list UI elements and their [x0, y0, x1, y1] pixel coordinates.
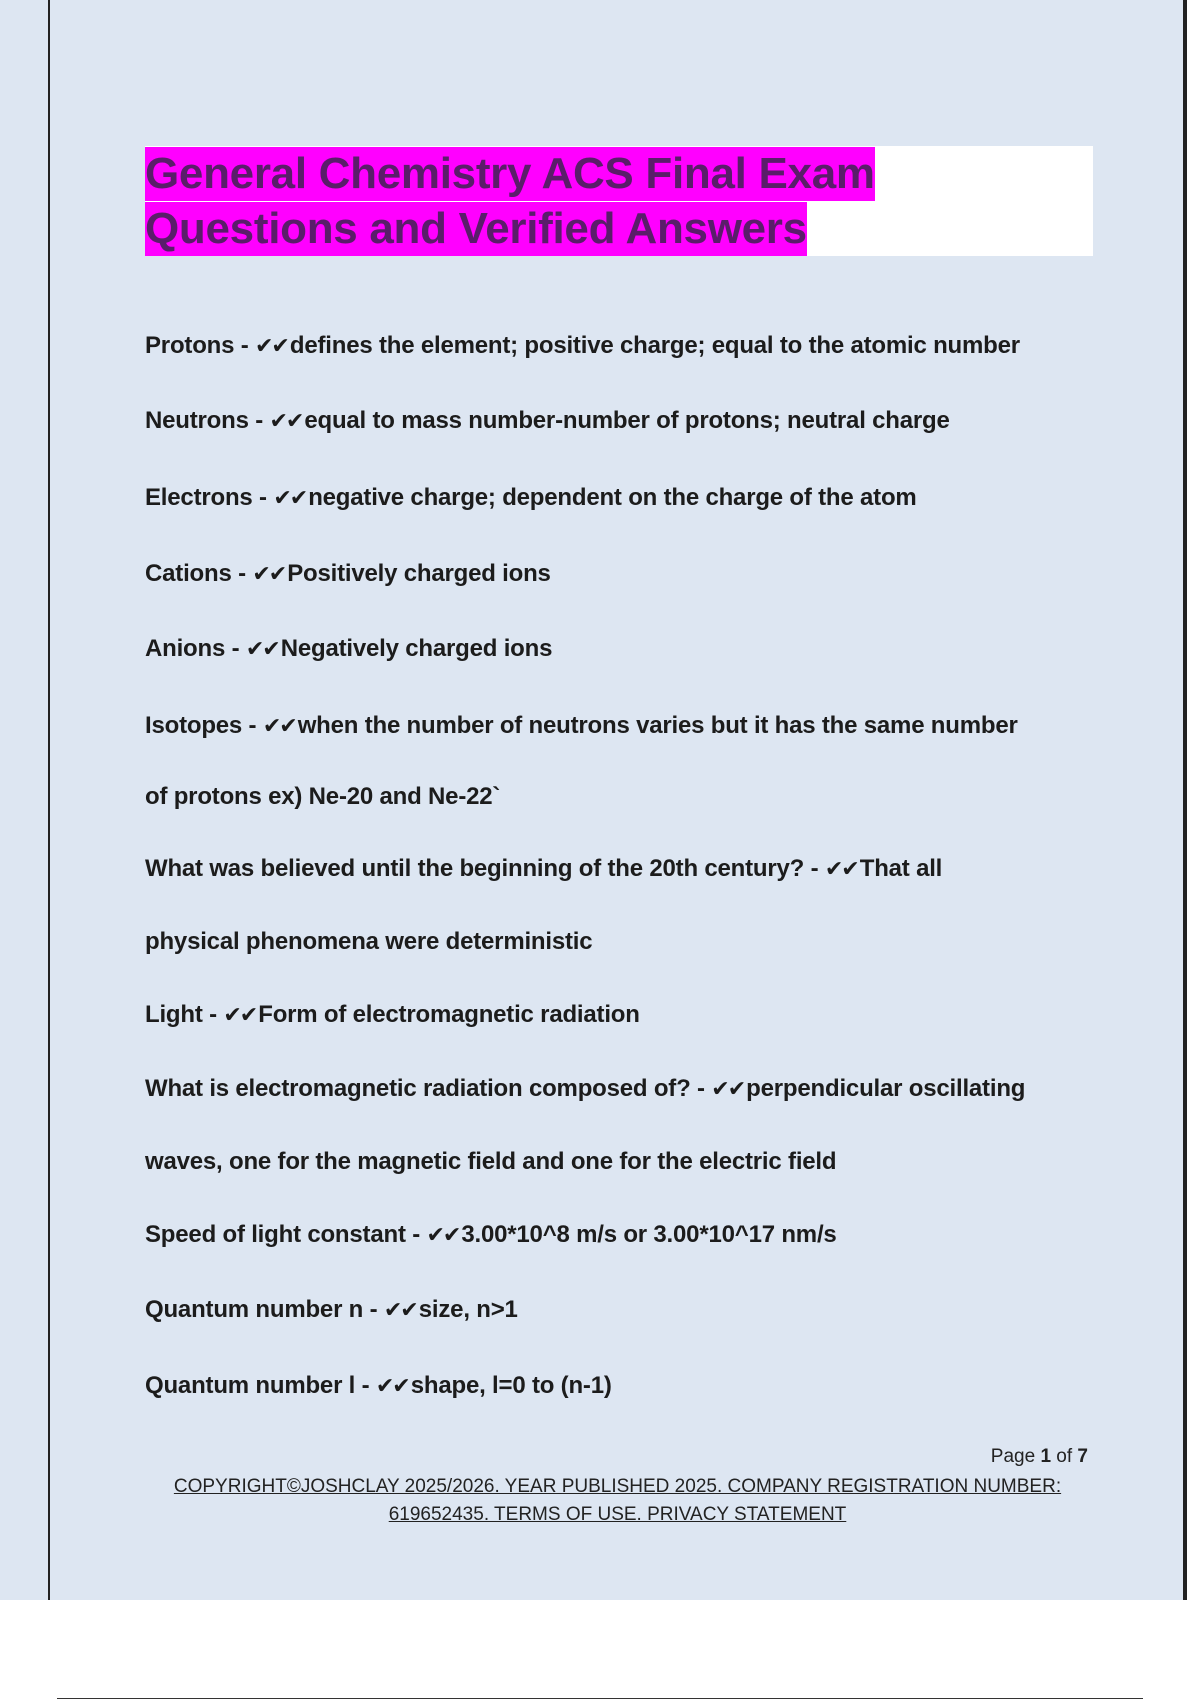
qa-entry-quantum-l [145, 1370, 1105, 1403]
qa-entry-quantum-n [145, 1294, 1105, 1327]
qa-entry-isotopes [145, 710, 1105, 743]
qa-entry-light [145, 999, 1105, 1032]
qa-continuation-em-radiation: waves, one for the magnetic field and one for the electric field [145, 1148, 837, 1175]
qa-entry-neutrons [145, 405, 1105, 438]
page-left-border [48, 0, 50, 1600]
copyright-line-2: 619652435. TERMS OF USE. PRIVACY STATEMENT [388, 1504, 847, 1525]
double-check-icon: ✔✔ [375, 1374, 409, 1399]
qa-answer: Form of electromagnetic radiation [258, 1001, 640, 1028]
qa-term: Light - [145, 1001, 224, 1028]
qa-term: Cations - [145, 560, 253, 587]
qa-term: Quantum number n - [145, 1296, 384, 1323]
page-label: Page [990, 1446, 1041, 1467]
double-check-icon: ✔✔ [245, 637, 279, 662]
copyright-line-1: COPYRIGHT©JOSHCLAY 2025/2026. YEAR PUBLISHED 2025. COMPANY REGISTRATION NUMBER: [173, 1476, 1062, 1497]
qa-continuation-20th-century: physical phenomena were deterministic [145, 928, 593, 955]
double-check-icon: ✔✔ [426, 1223, 460, 1248]
qa-term: Electrons - [145, 484, 274, 511]
footer-divider [57, 1698, 1143, 1699]
qa-term: Isotopes - [145, 712, 263, 739]
qa-term: Neutrons - [145, 407, 270, 434]
qa-entry-anions [145, 633, 1105, 666]
qa-term: Anions - [145, 635, 246, 662]
qa-term: Quantum number l - [145, 1372, 376, 1399]
copyright-notice [150, 1473, 1085, 1529]
double-check-icon: ✔✔ [255, 334, 288, 359]
qa-entry-20th-century [145, 853, 1105, 886]
qa-term: What was believed until the beginning of the 20th century? - [145, 855, 825, 882]
qa-continuation-isotopes: of protons ex) Ne-20 and Ne-22` [145, 783, 501, 810]
qa-entry-cations [145, 558, 1105, 591]
page-number [900, 1446, 1088, 1468]
qa-term: What is electromagnetic radiation composed of? - [145, 1075, 712, 1102]
document-title-line-1: General Chemistry ACS Final Exam [145, 147, 875, 201]
qa-answer: That all [859, 855, 943, 882]
qa-entry-speed-of-light [145, 1219, 1105, 1252]
qa-answer: shape, l=0 to (n-1) [410, 1372, 612, 1399]
qa-answer: defines the element; positive charge; equal to the atomic number [289, 332, 1020, 359]
qa-entry-em-radiation [145, 1073, 1105, 1106]
double-check-icon: ✔✔ [223, 1003, 257, 1028]
double-check-icon: ✔✔ [824, 857, 858, 882]
double-check-icon: ✔✔ [273, 486, 307, 511]
double-check-icon: ✔✔ [262, 714, 296, 739]
qa-term: Protons - [145, 332, 255, 359]
qa-answer: size, n>1 [418, 1296, 518, 1323]
qa-answer: equal to mass number-number of protons; neutral charge [304, 407, 950, 434]
double-check-icon: ✔✔ [711, 1077, 745, 1102]
document-title-line-2: Questions and Verified Answers [145, 202, 807, 256]
qa-answer: 3.00*10^8 m/s or 3.00*10^17 nm/s [461, 1221, 837, 1248]
page-current: 1 [1040, 1446, 1052, 1467]
qa-answer: Negatively charged ions [280, 635, 553, 662]
double-check-icon: ✔✔ [252, 562, 286, 587]
qa-term: Speed of light constant - [145, 1221, 427, 1248]
qa-answer: Positively charged ions [287, 560, 551, 587]
qa-answer: perpendicular oscillating [746, 1075, 1026, 1102]
qa-entry-electrons [145, 482, 1105, 515]
page-of: of [1051, 1446, 1078, 1467]
page-right-margin [1187, 0, 1200, 1600]
qa-answer: negative charge; dependent on the charge of the atom [308, 484, 917, 511]
double-check-icon: ✔✔ [269, 409, 303, 434]
double-check-icon: ✔✔ [383, 1298, 417, 1323]
qa-entry-protons [145, 330, 1105, 363]
qa-answer: when the number of neutrons varies but it has the same number [297, 712, 1018, 739]
page-total: 7 [1077, 1446, 1088, 1467]
